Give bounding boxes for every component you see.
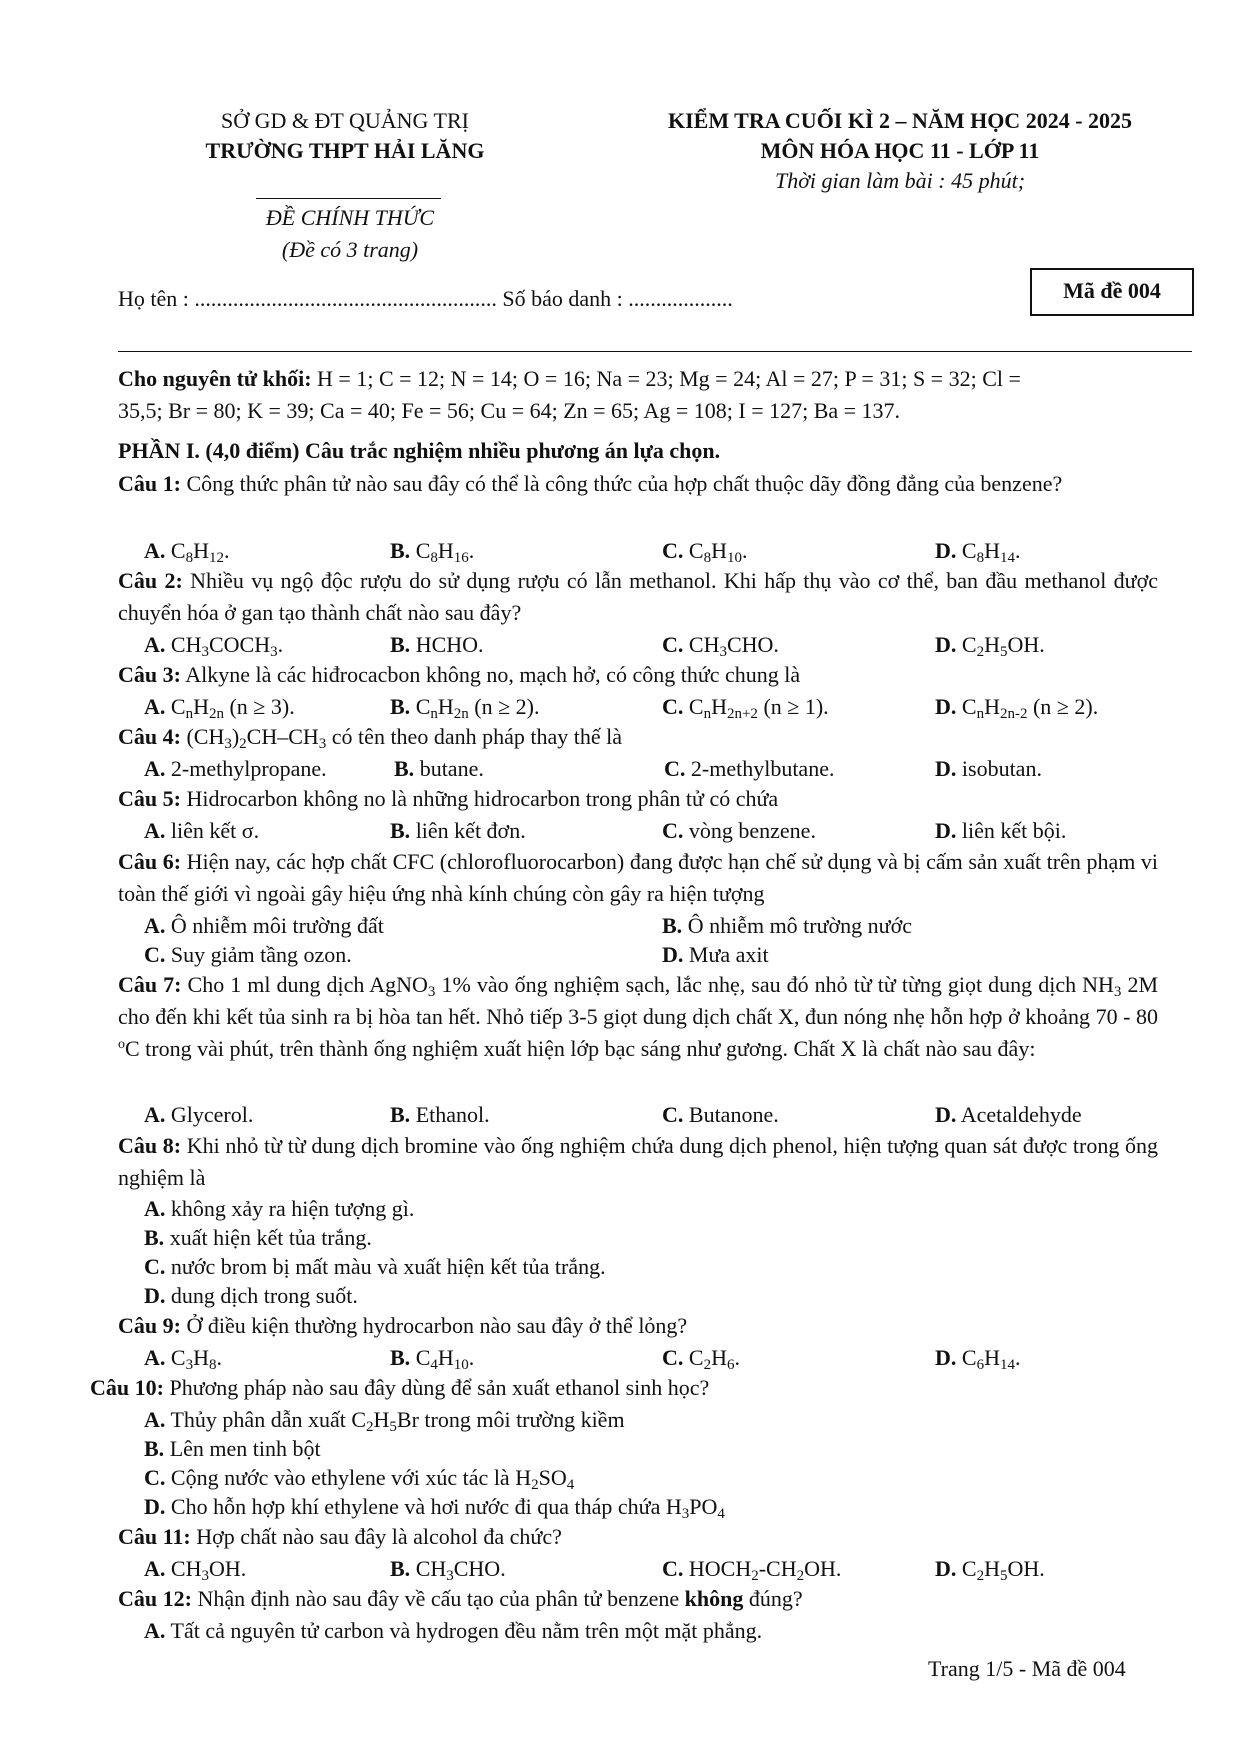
exam-title: KIỂM TRA CUỐI KÌ 2 – NĂM HỌC 2024 - 2025 — [667, 108, 1133, 133]
pages-note: (Đề có 3 trang) — [281, 237, 419, 262]
q12-option-a: A. Tất cả nguyên tử carbon và hydrogen đều nằm trên một mặt phẳng. — [144, 1618, 763, 1643]
question-2: Câu 2: Nhiều vụ ngộ độc rượu do sử dụng rượu có lẫn methanol. Khi hấp thụ vào cơ thể, ban đầu methanol được chuyển hóa ở gan tạo thành chất nào sau đây? — [118, 568, 1158, 625]
question-4: Câu 4: $(CH_3)_2CH-CH_3$ có tên theo danh pháp thay thế là — [118, 724, 622, 752]
q3-option-c: C. $C_nH_{2n+2}$ (n ≥ 1). — [662, 694, 829, 722]
q10-option-b: B. Lên men tinh bột — [144, 1436, 321, 1461]
q11-option-d: D. $C_2H_5OH$. — [935, 1556, 1045, 1584]
exam-code-box — [1030, 268, 1194, 316]
question-3: Câu 3: Alkyne là các hiđrocacbon không no, mạch hở, có công thức chung là — [118, 662, 801, 687]
q5-option-a: A. liên kết σ. — [144, 818, 260, 843]
q2-option-c: C. $CH_3CHO$. — [662, 632, 779, 660]
q9-option-a: A. $C_3H_8$. — [144, 1345, 222, 1373]
header-divider — [256, 198, 441, 199]
q5-option-b: B. liên kết đơn. — [390, 818, 526, 843]
q7-option-c: C. Butanone. — [662, 1102, 779, 1127]
q4-option-d: D. isobutan. — [935, 756, 1042, 781]
q11-option-b: B. $CH_3CHO$. — [390, 1556, 506, 1584]
department-name: SỞ GD & ĐT QUẢNG TRỊ — [221, 108, 469, 133]
q3-option-b: B. $C_nH_{2n}$ (n ≥ 2). — [390, 694, 540, 722]
exam-code: Mã đề 004 — [1063, 278, 1161, 303]
subject-title: MÔN HÓA HỌC 11 - LỚP 11 — [760, 138, 1040, 163]
atomic-masses-line1: Cho nguyên tử khối: H = 1; C = 12; N = 14; O = 16; Na = 23; Mg = 24; Al = 27; P = 31; S = 32; Cl = — [118, 366, 1021, 391]
q6-option-a: A. Ô nhiễm môi trường đất — [144, 913, 384, 938]
page-footer: Trang 1/5 - Mã đề 004 — [928, 1656, 1126, 1681]
q11-option-a: A. $CH_3OH$. — [144, 1556, 247, 1584]
question-11: Câu 11: Hợp chất nào sau đây là alcohol đa chức? — [118, 1524, 562, 1549]
official-label: ĐỀ CHÍNH THỨC — [265, 205, 435, 230]
q11-option-c: C. $HOCH_2-CH_2OH$. — [662, 1556, 842, 1584]
q6-option-c: C. Suy giảm tầng ozon. — [144, 942, 352, 967]
q2-option-d: D. $C_2H_5OH$. — [935, 632, 1045, 660]
q10-option-d: D. Cho hỗn hợp khí ethylene và hơi nước đi qua tháp chứa $H_3PO_4$ — [144, 1494, 725, 1522]
q6-option-d: D. Mưa axit — [662, 942, 769, 967]
q3-option-a: A. $C_nH_{2n}$ (n ≥ 3). — [144, 694, 295, 722]
q7-option-d: D. Acetaldehyde — [935, 1102, 1082, 1127]
q2-option-b: B. HCHO. — [390, 632, 484, 657]
q1-option-a: A. $C_8H_{12}$. — [144, 538, 230, 566]
q9-option-c: C. $C_2H_6$. — [662, 1345, 740, 1373]
q4-option-b: B. butane. — [394, 756, 484, 781]
question-8: Câu 8: Khi nhỏ từ từ dung dịch bromine vào ống nghiệm chứa dung dịch phenol, hiện tượng quan sát được trong ống nghiệm là — [118, 1133, 1158, 1190]
q1-option-c: C. $C_8H_{10}$. — [662, 538, 748, 566]
q10-option-a: A. Thủy phân dẫn xuất $C_2H_5Br$ trong môi trường kiềm — [144, 1407, 625, 1435]
q9-option-d: D. $C_6H_{14}$. — [935, 1345, 1021, 1373]
q8-option-b: B. xuất hiện kết tủa trắng. — [144, 1225, 372, 1250]
question-9: Câu 9: Ở điều kiện thường hydrocarbon nào sau đây ở thể lỏng? — [118, 1313, 688, 1338]
q9-option-b: B. $C_4H_{10}$. — [390, 1345, 475, 1373]
school-header — [150, 106, 540, 166]
school-name: TRƯỜNG THPT HẢI LĂNG — [205, 138, 485, 163]
exam-header — [620, 106, 1180, 196]
atomic-masses-line2: 35,5; Br = 80; K = 39; Ca = 40; Fe = 56; Cu = 64; Zn = 65; Ag = 108; I = 127; Ba = 137. — [118, 398, 901, 423]
question-5: Câu 5: Hidrocarbon không no là những hidrocarbon trong phân tử có chứa — [118, 786, 779, 811]
q5-option-c: C. vòng benzene. — [662, 818, 816, 843]
q1-option-d: D. $C_8H_{14}$. — [935, 538, 1021, 566]
part1-title: PHẦN I. (4,0 điểm) Câu trắc nghiệm nhiều phương án lựa chọn. — [118, 438, 721, 463]
q3-option-d: D. $C_nH_{2n-2}$ (n ≥ 2). — [935, 694, 1099, 722]
q1-option-b: B. $C_8H_{16}$. — [390, 538, 475, 566]
question-7: Câu 7: Cho 1 ml dung dịch AgNO$_3$ 1% vào ống nghiệm sạch, lắc nhẹ, sau đó nhỏ từ từ từng giọt dung dịch $NH_3$ 2M cho đến khi kết tủa sinh ra bị hòa tan hết. Nhỏ tiếp 3-5 giọt dung dịch chất X, đun nóng nhẹ hỗn hợp ở khoảng 70 - 80 $^o$C trong vài phút, trên thành ống nghiệm xuất hiện lớp bạc sáng như gương. Chất X là chất nào sau đây: — [118, 972, 1159, 1061]
q8-option-a: A. không xảy ra hiện tượng gì. — [144, 1196, 415, 1221]
q6-option-b: B. Ô nhiễm mô trường nước — [662, 913, 912, 938]
time-limit: Thời gian làm bài : 45 phút; — [774, 168, 1026, 193]
q4-option-c: C. 2-methylbutane. — [664, 756, 835, 781]
question-10: Câu 10: Phương pháp nào sau đây dùng để sản xuất ethanol sinh học? — [90, 1375, 710, 1400]
question-6: Câu 6: Hiện nay, các hợp chất CFC (chlorofluorocarbon) đang được hạn chế sử dụng và bị cấm sản xuất trên phạm vi toàn thế giới vì ngoài gây hiệu ứng nhà kính chúng còn gây ra hiện tượng — [118, 849, 1159, 906]
q8-option-c: C. nước brom bị mất màu và xuất hiện kết tủa trắng. — [144, 1254, 606, 1279]
atomic-masses-label: Cho nguyên tử khối: — [118, 366, 312, 391]
question-1: Câu 1: Công thức phân tử nào sau đây có thể là công thức của hợp chất thuộc dãy đồng đẳng của benzene? — [118, 471, 1063, 496]
q4-option-a: A. 2-methylpropane. — [144, 756, 327, 781]
q2-option-a: A. $CH_3COCH_3$. — [144, 632, 284, 660]
q5-option-d: D. liên kết bội. — [935, 818, 1067, 843]
name-line: Họ tên : ....................................................... Số báo danh : ................... — [118, 286, 733, 311]
q10-option-c: C. Cộng nước vào ethylene với xúc tác là $H_2SO_4$ — [144, 1465, 575, 1493]
q7-option-b: B. Ethanol. — [390, 1102, 490, 1127]
q8-option-d: D. dung dịch trong suốt. — [144, 1283, 358, 1308]
header-rule — [118, 351, 1192, 352]
q7-option-a: A. Glycerol. — [144, 1102, 254, 1127]
question-12: Câu 12: Nhận định nào sau đây về cấu tạo của phân tử benzene không đúng? — [118, 1586, 803, 1611]
